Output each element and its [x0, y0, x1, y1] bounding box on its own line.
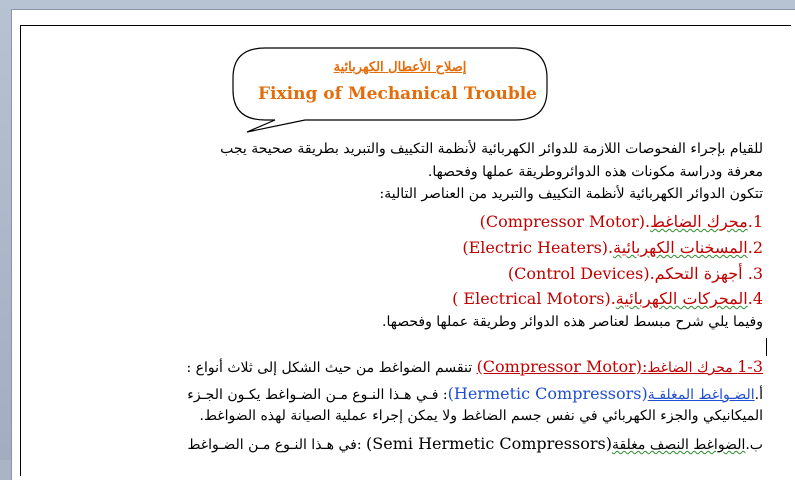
section-title-en: (Compressor Motor): [476, 357, 648, 376]
component-item-1 [21, 212, 763, 231]
component-name-en: (Compressor Motor). [479, 212, 651, 231]
component-name-en: (Control Devices). [507, 264, 655, 283]
page-title-english: Fixing of Mechanical Trouble [257, 84, 537, 104]
component-name-ar: محرك الضاغط [650, 212, 748, 231]
type-b-line-1 [21, 434, 763, 453]
type-b-text: :في هـذا النـوع مـن الضـواغط [187, 437, 367, 453]
component-number: 2. [747, 238, 763, 257]
intro-line-1: للقيام بإجراء الفحوصات اللازمة للدوائر الكهربائية لأنظمة التكييف والتبريد بطريقة صحيحة يجب [220, 141, 763, 157]
intro-line-2: معرفة ودراسة مكونات هذه الدوائروطريقة عملها وفحصها. [427, 164, 763, 180]
component-number: 3. [747, 264, 763, 283]
component-item-2 [21, 238, 763, 257]
component-name-en: ( Electrical Motors). [452, 289, 616, 308]
section-number: 1-3 [737, 357, 763, 376]
intro-line-3: تتكون الدوائر الكهربائية لأنظمة التكييف والتبريد من العناصر التالية: [379, 186, 763, 202]
text-cursor [766, 338, 767, 356]
component-name-ar: المحركات الكهربائية [615, 289, 748, 308]
component-item-3 [21, 264, 763, 283]
type-b-label-ar: الضواغط النصف مغلقة [611, 437, 746, 453]
component-item-4 [21, 289, 763, 308]
component-name-ar: أجهزة التحكم [654, 264, 748, 283]
title-callout [225, 42, 555, 134]
type-b-label-en: (Semi Hermetic Compressors) [366, 434, 612, 453]
page-title-arabic: إصلاح الأعطال الكهربائية [333, 60, 467, 75]
section-intro-text: تنقسم الضواغط من حيث الشكل إلى ثلاث أنواع : [186, 360, 477, 376]
type-a-label-ar: الضـواغط المغلقـة [647, 387, 755, 403]
type-a-text: : فـي هـذا النـوع مـن الضـواغط يكـون الجـزء [187, 387, 448, 403]
type-a-line-1 [21, 384, 763, 403]
type-a-prefix: أ. [754, 387, 763, 403]
component-number: 4. [747, 289, 763, 308]
type-b-prefix: ب. [745, 437, 763, 453]
component-number: 1. [747, 212, 763, 231]
section-heading [21, 357, 763, 376]
section-title-ar: محرك الضاغط [647, 360, 738, 376]
component-name-en: (Electric Heaters). [462, 238, 614, 257]
component-name-ar: المسخنات الكهربائية [613, 238, 748, 257]
type-a-label-en: (Hermetic Compressors) [447, 384, 648, 403]
type-a-line-2: الميكانيكي والجزء الكهربائي في نفس جسم الضاغط ولا يمكن إجراء عملية الصيانة لهذه الضواغط. [199, 408, 763, 424]
summary-line: وفيما يلي شرح مبسط لعناصر هذه الدوائر وطريقة عملها وفحصها. [382, 314, 763, 330]
